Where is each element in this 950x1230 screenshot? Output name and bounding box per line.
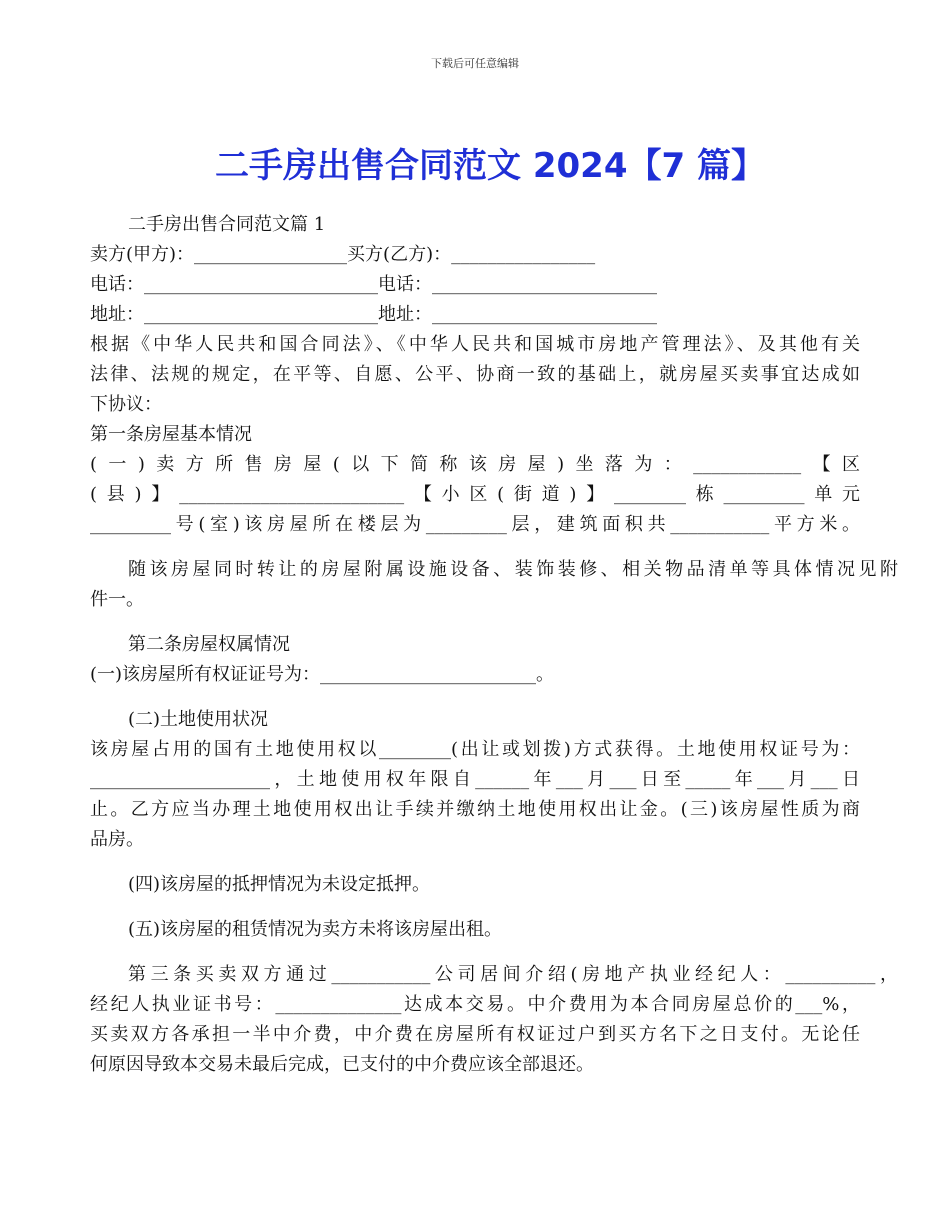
section-heading: 二手房出售合同范文篇 1: [128, 214, 326, 235]
paragraph-line: 随该房屋同时转让的房屋附属设施设备、装饰装修、相关物品清单等具体情况见附: [128, 559, 898, 580]
paragraph-line: 品房。: [90, 829, 144, 850]
phone-line: 电话：__________________________电话：_________________________: [90, 274, 657, 295]
paragraph-line: 法律、法规的规定，在平等、自愿、公平、协商一致的基础上，就房屋买卖事宜达成如: [90, 364, 860, 385]
paragraph-line: ____________________，土地使用权年限自______年___月___日至_____年___月___日: [90, 769, 860, 790]
paragraph-line: (一)卖方所售房屋(以下简称该房屋)坐落为：____________【区: [90, 454, 860, 475]
paragraph-line: 根据《中华人民共和国合同法》、《中华人民共和国城市房地产管理法》、及其他有关: [90, 334, 860, 355]
paragraph-line: 该房屋占用的国有土地使用权以________(出让或划拨)方式获得。土地使用权证号为：: [90, 739, 860, 760]
paragraph-line: 买卖双方各承担一半中介费，中介费在房屋所有权证过户到买方名下之日支付。无论任: [90, 1024, 860, 1045]
paragraph-line: _________号(室)该房屋所在楼层为_________层，建筑面积共___________平方米。: [90, 514, 860, 535]
paragraph-line: 第三条买卖双方通过___________公司居间介绍(房地产执业经纪人：__________，: [128, 964, 898, 985]
header-note: 下载后可任意编辑: [431, 57, 519, 70]
paragraph-line: 经纪人执业证书号：______________达成本交易。中介费用为本合同房屋总价的___%，: [90, 994, 860, 1015]
seller-buyer-line: 卖方(甲方)：_________________买方(乙方)：________________: [90, 244, 596, 265]
document-title: 二手房出售合同范文 2024【7 篇】: [215, 146, 765, 186]
paragraph-line: (县)】_________________________【小区(街道)】________栋_________单元: [90, 484, 860, 505]
paragraph-line: (二)土地使用状况: [128, 709, 269, 730]
address-line: 地址：__________________________地址：_________________________: [90, 304, 657, 325]
paragraph-line: (四)该房屋的抵押情况为未设定抵押。: [128, 874, 431, 895]
paragraph-line: (一)该房屋所有权证证号为：________________________。: [90, 664, 555, 685]
paragraph-line: 止。乙方应当办理土地使用权出让手续并缴纳土地使用权出让金。(三)该房屋性质为商: [90, 799, 860, 820]
paragraph-line: 何原因导致本交易未最后完成，已支付的中介费应该全部退还。: [90, 1054, 594, 1075]
paragraph-line: 件一。: [90, 589, 144, 610]
paragraph-line: (五)该房屋的租赁情况为卖方未将该房屋出租。: [128, 919, 503, 940]
article-heading: 第一条房屋基本情况: [90, 424, 252, 445]
article-heading: 第二条房屋权属情况: [128, 634, 290, 655]
paragraph-line: 下协议：: [90, 394, 162, 415]
